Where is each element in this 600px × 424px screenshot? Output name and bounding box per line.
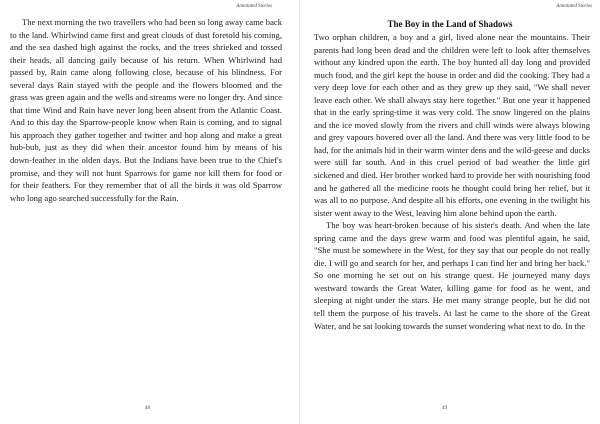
running-head: Annotated Stories	[236, 4, 272, 9]
paragraph: Two orphan children, a boy and a girl, lived alone near the mountains. Their parents had long been dead and the children were left to look after themselves without any kindred upon the earth. The boy hunted all day long and provided much food, and the girl kept the house in order and did the cooking. They had a very deep love for each other and as they grew up they said, "We shall never leave each other. We shall always stay here together." But one year it happened that in the early spring-time it was very cold. The snow lingered on the plains and the ice moved slowly from the rivers and chill winds were always blowing and grey vapours hovered over all the land. And there was very little food to be had, for the animals hid in their warm winter dens and the wild-geese and ducks were still far south. And in this cruel period of bad weather the little girl sickened and died. Her brother worked hard to provide her with nourishing food and he gathered all the medicine roots he thought could bring her relief, but it was all to no purpose. And despite all his efforts, one evening in the twilight his sister went away to the West, leaving him alone behind upon the earth.	[314, 32, 590, 218]
body-text	[10, 16, 282, 204]
running-head: Annotated Stories	[556, 4, 592, 9]
page-number: 48	[145, 406, 150, 411]
body-text	[314, 31, 590, 332]
paragraph: The boy was heart-broken because of his sister's death. And when the late spring came and the days grew warm and food was plentiful again, he said, "She must be somewhere in the West, for they say that our people do not really die. I will go and search for her, and perhaps I can find her and bring her back." So one morning he set out on his strange quest. He journeyed many days westward towards the Great Water, killing game for food as he went, and sleeping at night under the stars. He met many strange people, but he did not tell them the purpose of his travels. At last he came to the shore of the Great Water, and he sat looking towards the sunset wondering what next to do. In the	[314, 220, 590, 331]
paragraph: The next morning the two travellers who had been so long away came back to the land. Whirlwind came first and great clouds of dust foretold his coming, and the sea dashed high against the rocks, and the trees shrieked and tossed their heads, all dancing gaily because of his return. When Whirlwind had passed by, Rain came along following close, because of his blindness. For several days Rain stayed with the people and the flowers bloomed and the grass was green again and the wells and streams were no longer dry. And since that time Wind and Rain have never long been absent from the Atlantic Coast. And to this day the Sparrow-people know when Rain is coming, and to signal his approach they gather together and twitter and hop along and make a great hub-bub, just as they did when their ancestor found him by means of his down-feather in the olden days. But the Indians have been true to the Chief's promise, and they will not hunt Sparrows for game nor kill them for food or for their feathers. For they remember that of all the birds it was old Sparrow who long ago searched successfully for the Rain.	[10, 17, 282, 203]
chapter-title: The Boy in the Land of Shadows	[387, 19, 513, 29]
page-number: 49	[442, 406, 447, 411]
right-page	[300, 0, 600, 424]
